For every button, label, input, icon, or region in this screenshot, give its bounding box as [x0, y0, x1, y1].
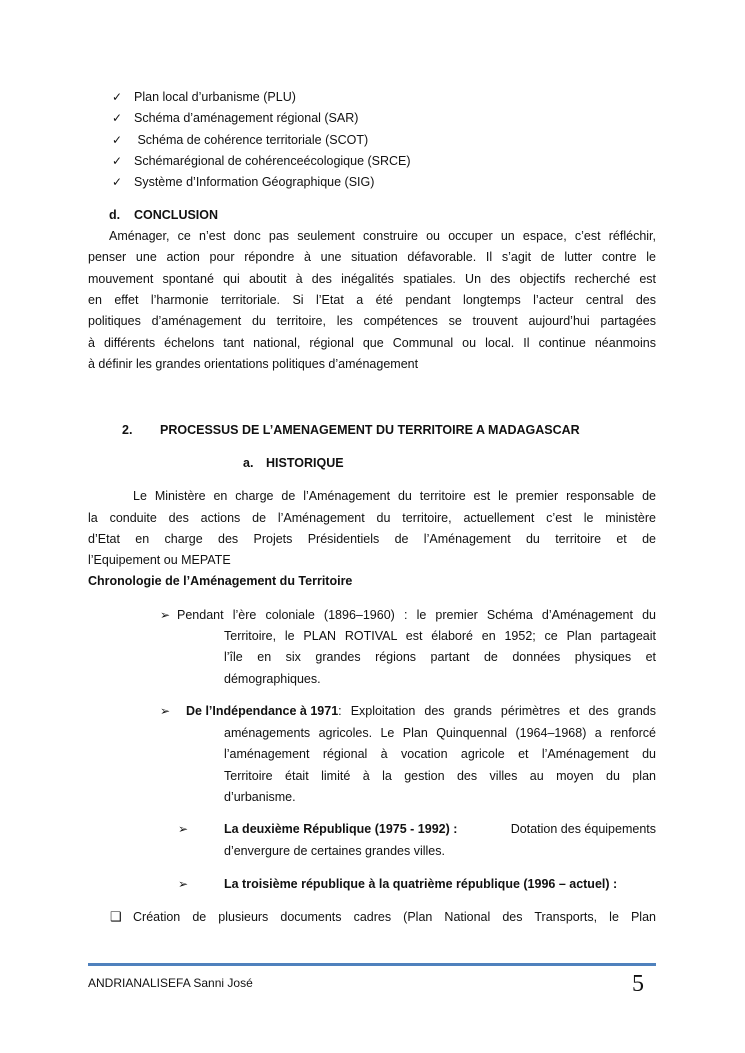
text-line: aménagements agricoles. Le Plan Quinquennal (1964–1968) a renforcé — [224, 726, 656, 740]
text-line: penser une action pour répondre à une situation défavorable. Il s’agit de lutter contre le — [88, 250, 656, 264]
footer-rule — [88, 963, 656, 966]
subsection-marker: a. — [243, 456, 254, 470]
section-title: PROCESSUS DE L’AMENAGEMENT DU TERRITOIRE A MADAGASCAR — [160, 423, 580, 437]
chronology-title: Chronologie de l’Aménagement du Territoire — [88, 574, 353, 588]
text-line: Territoire, le PLAN ROTIVAL est élaboré en 1952; ce Plan partageait — [224, 629, 656, 643]
text-line: l’Equipement ou MEPATE — [88, 553, 231, 567]
text-line: à différents échelons tant national, régional que Communal ou local. Il continue néanmoins — [88, 336, 656, 350]
arrow-bullet-icon: ➢ — [178, 877, 189, 891]
arrow-bullet-icon: ➢ — [160, 608, 171, 622]
list-item: Schéma d’aménagement régional (SAR) — [134, 111, 359, 125]
text-line: la conduite des actions de l’Aménagement du territoire, actuellement c’est le ministère — [88, 511, 656, 525]
text-line: Aménager, ce n’est donc pas seulement construire ou occuper un espace, c’est réfléchir, — [109, 229, 656, 243]
text-line: à définir les grandes orientations politiques d’aménagement — [88, 357, 419, 371]
text-line: l’île en six grandes régions partant de données physiques et — [224, 650, 656, 664]
list-item: Schéma de cohérence territoriale (SCOT) — [134, 133, 369, 147]
text-line: d’Etat en charge des Projets Présidentiels de l’Aménagement du territoire et de — [88, 532, 656, 546]
text-line: démographiques. — [224, 672, 321, 686]
text-line: d’envergure de certaines grandes villes. — [224, 844, 445, 858]
bullet-bold: De l’Indépendance à 1971 — [186, 704, 339, 718]
checkmark-icon: ✓ — [112, 111, 123, 125]
arrow-bullet-icon: ➢ — [160, 704, 171, 718]
checkmark-icon: ✓ — [112, 90, 123, 104]
text-line: mouvement spontané qui aboutit à des inégalités spatiales. Un des objectifs recherché est — [88, 272, 656, 286]
text-line: Territoire était limité à la gestion des villes au moyen du plan — [224, 769, 656, 783]
text-line: en effet l’harmonie territoriale. Si l’Etat a été pendant longtemps l’acteur central des — [88, 293, 656, 307]
checkmark-icon: ✓ — [112, 133, 123, 147]
page-number: 5 — [632, 971, 644, 997]
checkbox-bullet-icon: ❑ — [110, 909, 122, 924]
bullet-bold: La troisième république à la quatrième république (1996 – actuel) : — [224, 877, 618, 891]
bullet-text: : Exploitation des grands périmètres et des grands — [338, 704, 656, 718]
checkmark-icon: ✓ — [112, 154, 123, 168]
text-line: d’urbanisme. — [224, 790, 296, 804]
list-item: Plan local d’urbanisme (PLU) — [134, 90, 296, 104]
bullet-line — [186, 703, 656, 719]
conclusion-marker: d. — [109, 208, 121, 222]
list-item: Système d’Information Géographique (SIG) — [134, 175, 375, 189]
section-number: 2. — [122, 423, 133, 437]
bullet-text: Pendant l’ère coloniale (1896–1960) : le premier Schéma d’Aménagement du — [177, 608, 656, 622]
footer-author: ANDRIANALISEFA Sanni José — [88, 976, 253, 990]
subsection-title: HISTORIQUE — [266, 456, 344, 470]
text-line: l’aménagement régional à vocation agricole et l’Aménagement du — [224, 747, 656, 761]
arrow-bullet-icon: ➢ — [178, 822, 189, 836]
text-line: Le Ministère en charge de l’Aménagement du territoire est le premier responsable de — [133, 489, 656, 503]
bullet-bold: La deuxième République (1975 - 1992) : — [224, 822, 458, 836]
list-item: Schémarégional de cohérenceécologique (SRCE) — [134, 154, 411, 168]
conclusion-heading: CONCLUSION — [134, 208, 219, 222]
text-line: politiques d’aménagement du territoire, les compétences se trouvent aujourd’hui partagées — [88, 314, 656, 328]
checkmark-icon: ✓ — [112, 175, 123, 189]
list-item: Création de plusieurs documents cadres (Plan National des Transports, le Plan — [133, 910, 656, 924]
bullet-text: Dotation des équipements — [507, 822, 656, 836]
bullet-line — [224, 821, 656, 837]
